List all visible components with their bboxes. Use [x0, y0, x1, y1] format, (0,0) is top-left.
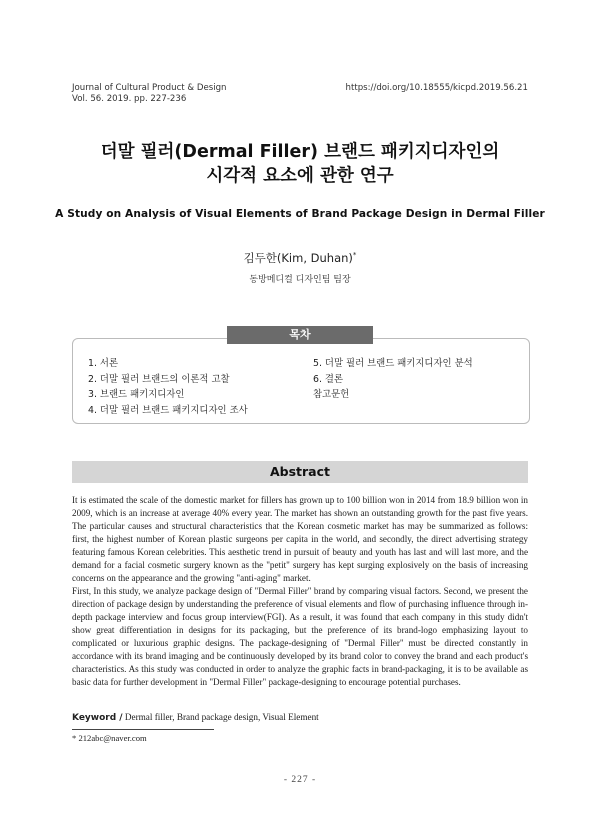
journal-header: [72, 83, 227, 105]
toc-item[interactable]: 참고문헌: [313, 389, 350, 401]
toc-item[interactable]: 1. 서론: [88, 358, 119, 369]
author-footnote-mark: *: [352, 251, 357, 260]
toc-item[interactable]: 4. 더말 필러 브랜드 패키지디자인 조사: [88, 405, 248, 417]
author-name: 김두한(Kim, Duhan): [243, 251, 353, 265]
paper-title: [0, 140, 600, 188]
keyword-text: Dermal filler, Brand package design, Visual Element: [124, 712, 319, 722]
abstract-heading: Abstract: [72, 461, 528, 483]
journal-name: Journal of Cultural Product & Design: [72, 83, 227, 93]
abstract-paragraph-1: It is estimated the scale of the domestic market for fillers has grown up to 100 billion won in 2014 from 18.9 billion won in 2009, which is an increase at average 40% every year. The market has shown an outstanding growth for the past five years. The particular causes and structural characteristics that the Korean cosmetic market has may be summarized as follows: first, the highest number of Korean plastic surgeons per capita in the world, and secondly, the direct advertising strategy featuring famous Korean celebrities. This aesthetic trend in pursuit of beauty and youth has last and will last more, and the demand for a facial cosmetic surgery known as the "petit" surgery has kept surging explosively on the basis of increasing concerns on the appearance and the growing "anti-aging" market.: [72, 495, 528, 583]
english-title: A Study on Analysis of Visual Elements of Brand Package Design in Dermal Filler: [55, 208, 545, 220]
title-line-2: 시각적 요소에 관한 연구: [206, 166, 394, 186]
toc-item[interactable]: 6. 결론: [313, 373, 344, 385]
title-line-1: 더말 필러(Dermal Filler) 브랜드 패키지디자인의: [100, 142, 500, 162]
page-number: - 227 -: [283, 775, 317, 785]
toc-left-column: [88, 356, 248, 419]
footnote-email: * 212abc@naver.com: [72, 733, 147, 743]
toc-item[interactable]: 5. 더말 필러 브랜드 패키지디자인 분석: [313, 358, 473, 369]
abstract-body: [72, 494, 528, 689]
author-affiliation: 동방메디컬 디자인팀 팀장: [249, 275, 351, 285]
footnote-divider: [72, 729, 214, 730]
toc-heading: 목차: [227, 326, 373, 344]
doi-link[interactable]: https://doi.org/10.18555/kicpd.2019.56.21: [345, 83, 528, 93]
toc-item[interactable]: 2. 더말 필러 브랜드의 이론적 고찰: [88, 373, 230, 385]
abstract-paragraph-2: First, In this study, we analyze package design of "Dermal Filler" brand by comparing visual factors. Second, we present the direction of package design by understanding the preference of visual elements and flow of purchasing influence through in-depth package interview and focus group interview(FGI). As a result, it was found that each company in this study didn't show great differentiation in designs for its packaging, but the preference of its brand-logo emphasizing layout to complicated or luxurious graphic designs. The package-designing of "Dermal Filler" must be directed constantly in accordance with its brand imaging and be continuously developed by its brand color to convey the brand and each product's characteristics. As this study was conducted in order to analyze the graphic facts in brand-packaging, it is to be available as basic data for further development in "Dermal Filler" package-designing to encourage potential purchases.: [72, 586, 528, 687]
keywords: [72, 712, 528, 723]
toc-right-column: [313, 356, 473, 403]
keyword-label: Keyword /: [72, 713, 123, 723]
author-line: [0, 250, 600, 266]
toc-item[interactable]: 3. 브랜드 패키지디자인: [88, 389, 185, 401]
journal-volume: Vol. 56. 2019. pp. 227-236: [72, 94, 187, 104]
